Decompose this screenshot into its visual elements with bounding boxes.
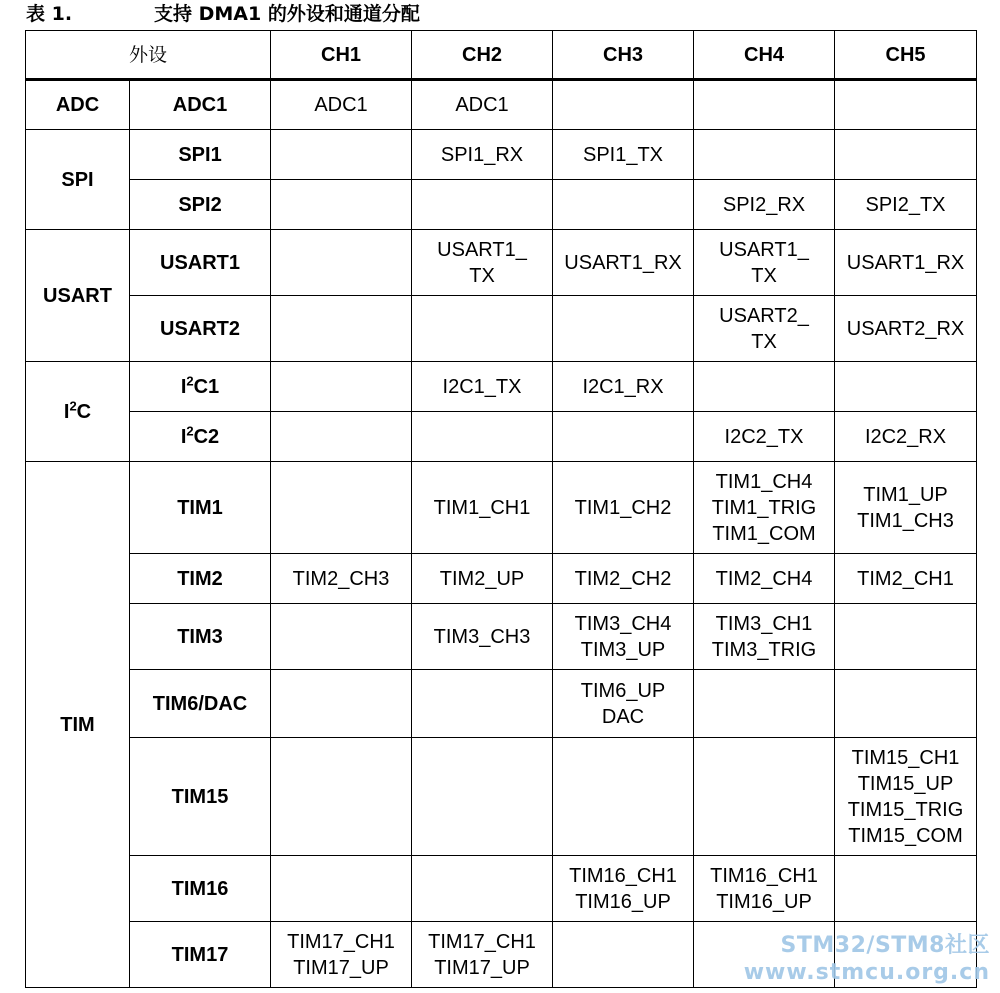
channel-assignment: TIM16_CH1 <box>569 864 677 887</box>
watermark-line1: STM32/STM8社区 <box>780 933 990 958</box>
channel-cell-ch5 <box>835 604 977 670</box>
channel-cell-ch1 <box>271 554 412 604</box>
channel-cell-ch3 <box>553 922 694 988</box>
channel-assignment: USART1_ <box>719 238 809 261</box>
channel-cell-ch3 <box>553 856 694 922</box>
channel-cell-ch5 <box>835 554 977 604</box>
channel-cell-ch5 <box>835 80 977 130</box>
channel-cell-ch3 <box>553 462 694 554</box>
channel-assignment: ADC1 <box>455 94 509 116</box>
table-row <box>26 296 977 362</box>
channel-assignment: TIM2_CH1 <box>857 567 954 590</box>
channel-cell-ch2 <box>412 670 553 738</box>
table-number: 表 1. <box>26 3 73 25</box>
channel-cell-ch5 <box>835 180 977 230</box>
channel-cell-ch1 <box>271 130 412 180</box>
channel-assignment: SPI1_RX <box>440 143 524 166</box>
channel-cell-ch2 <box>412 856 553 922</box>
table-row <box>26 604 977 670</box>
channel-assignment: SPI2_RX <box>722 193 806 216</box>
channel-cell-ch1 <box>271 462 412 554</box>
channel-assignment: USART1_RX <box>846 251 965 274</box>
channel-cell-ch3 <box>553 412 694 462</box>
channel-cell-ch3 <box>553 130 694 180</box>
group-cell: SPI <box>26 130 130 230</box>
channel-cell-ch2 <box>412 80 553 130</box>
channel-assignment: TIM17_CH1 <box>287 930 395 953</box>
channel-cell-ch2 <box>412 412 553 462</box>
channel-assignment: TIM2_CH4 <box>715 567 813 590</box>
channel-assignment: USART1_RX <box>564 251 682 274</box>
channel-cell-ch2 <box>412 180 553 230</box>
channel-assignment: TIM3_CH4 <box>574 612 672 635</box>
channel-assignment: TIM1_CH1 <box>433 496 531 519</box>
channel-cell-ch4 <box>694 180 835 230</box>
channel-cell-ch5 <box>835 738 977 856</box>
table-caption <box>26 2 420 26</box>
channel-assignment: TIM17_CH1 <box>428 930 536 953</box>
table-row <box>26 554 977 604</box>
table-body <box>26 80 977 988</box>
peripheral-cell: SPI1 <box>130 130 271 180</box>
channel-cell-ch4 <box>694 462 835 554</box>
channel-cell-ch5 <box>835 670 977 738</box>
group-cell: ADC <box>26 80 130 130</box>
peripheral-cell: SPI2 <box>130 180 271 230</box>
channel-cell-ch5 <box>835 296 977 362</box>
watermark-line2: www.stmcu.org.cn <box>743 960 990 985</box>
channel-cell-ch3 <box>553 604 694 670</box>
peripheral-cell: TIM15 <box>130 738 271 856</box>
channel-cell-ch5 <box>835 412 977 462</box>
header-ch2: CH2 <box>412 31 553 80</box>
channel-cell-ch3 <box>553 738 694 856</box>
channel-cell-ch1 <box>271 362 412 412</box>
peripheral-cell: TIM16 <box>130 856 271 922</box>
channel-cell-ch3 <box>553 554 694 604</box>
peripheral-cell: USART1 <box>130 230 271 296</box>
channel-cell-ch4 <box>694 296 835 362</box>
channel-assignment: I2C2_TX <box>724 425 804 448</box>
channel-cell-ch2 <box>412 462 553 554</box>
table-row <box>26 130 977 180</box>
channel-cell-ch5 <box>835 230 977 296</box>
channel-assignment: DAC <box>601 705 645 728</box>
channel-cell-ch1 <box>271 412 412 462</box>
peripheral-cell: TIM17 <box>130 922 271 988</box>
group-cell: USART <box>26 230 130 362</box>
header-ch5: CH5 <box>835 31 977 80</box>
channel-cell-ch1 <box>271 670 412 738</box>
channel-cell-ch2 <box>412 604 553 670</box>
header-peripheral: 外设 <box>26 31 271 80</box>
channel-cell-ch3 <box>553 180 694 230</box>
channel-cell-ch1 <box>271 296 412 362</box>
peripheral-cell: ADC1 <box>130 80 271 130</box>
channel-assignment: TIM1_CH4 <box>715 470 813 493</box>
channel-cell-ch1 <box>271 738 412 856</box>
channel-assignment: SPI2_TX <box>865 193 946 216</box>
channel-assignment: USART1_ <box>437 238 527 261</box>
channel-cell-ch5 <box>835 130 977 180</box>
channel-cell-ch4 <box>694 80 835 130</box>
channel-cell-ch4 <box>694 230 835 296</box>
channel-cell-ch4 <box>694 130 835 180</box>
table-row <box>26 670 977 738</box>
channel-assignment: TIM3_UP <box>580 638 666 661</box>
channel-assignment: I2C1_RX <box>582 375 664 398</box>
channel-cell-ch1 <box>271 80 412 130</box>
peripheral-cell: $I^2C2$ <box>130 412 271 462</box>
channel-cell-ch3 <box>553 670 694 738</box>
header-ch3: CH3 <box>553 31 694 80</box>
channel-assignment: TIM1_TRIG <box>711 496 817 519</box>
group-cell: TIM <box>26 462 130 988</box>
channel-cell-ch3 <box>553 362 694 412</box>
channel-cell-ch2 <box>412 296 553 362</box>
channel-cell-ch4 <box>694 604 835 670</box>
peripheral-cell: USART2 <box>130 296 271 362</box>
channel-assignment: TIM1_CH2 <box>574 496 672 519</box>
table-row <box>26 856 977 922</box>
channel-cell-ch5 <box>835 856 977 922</box>
channel-cell-ch2 <box>412 554 553 604</box>
header-ch1: CH1 <box>271 31 412 80</box>
channel-cell-ch1 <box>271 604 412 670</box>
peripheral-cell: $I^2C1$ <box>130 362 271 412</box>
channel-assignment: TIM15_TRIG <box>847 798 964 821</box>
group-cell: $I^2C$ <box>26 362 130 462</box>
channel-cell-ch4 <box>694 554 835 604</box>
channel-assignment: USART2_RX <box>846 317 965 340</box>
channel-assignment: TX <box>469 264 495 287</box>
table-row <box>26 738 977 856</box>
channel-assignment: TIM16_CH1 <box>710 864 818 887</box>
peripheral-cell: TIM1 <box>130 462 271 554</box>
table-row <box>26 362 977 412</box>
table-row <box>26 230 977 296</box>
table-row <box>26 462 977 554</box>
channel-assignment: TIM17_UP <box>434 956 530 979</box>
header-row <box>26 31 977 80</box>
channel-cell-ch2 <box>412 362 553 412</box>
channel-assignment: TIM15_CH1 <box>851 746 960 769</box>
channel-assignment: I2C1_TX <box>442 375 522 398</box>
channel-assignment: TIM1_COM <box>712 522 816 545</box>
channel-assignment: TIM16_UP <box>575 890 671 913</box>
channel-cell-ch4 <box>694 412 835 462</box>
peripheral-cell: TIM6/DAC <box>130 670 271 738</box>
channel-assignment: TIM2_UP <box>439 567 525 590</box>
channel-cell-ch3 <box>553 80 694 130</box>
channel-assignment: I2C2_RX <box>864 425 947 448</box>
channel-assignment: TIM3_TRIG <box>711 638 817 661</box>
channel-assignment: TIM16_UP <box>716 890 812 913</box>
channel-assignment: TIM15_COM <box>848 824 963 847</box>
channel-assignment: TIM1_UP <box>863 483 948 506</box>
channel-cell-ch2 <box>412 922 553 988</box>
channel-cell-ch3 <box>553 296 694 362</box>
channel-assignment: TIM3_CH1 <box>715 612 813 635</box>
channel-assignment: SPI1_TX <box>582 143 664 166</box>
channel-assignment: TIM17_UP <box>293 956 389 979</box>
channel-cell-ch3 <box>553 230 694 296</box>
channel-cell-ch1 <box>271 856 412 922</box>
channel-assignment: TIM2_CH2 <box>574 567 672 590</box>
table-row <box>26 180 977 230</box>
channel-cell-ch4 <box>694 856 835 922</box>
channel-cell-ch4 <box>694 738 835 856</box>
channel-cell-ch5 <box>835 362 977 412</box>
channel-cell-ch2 <box>412 230 553 296</box>
channel-cell-ch2 <box>412 130 553 180</box>
peripheral-cell: TIM2 <box>130 554 271 604</box>
table-title: 支持 DMA1 的外设和通道分配 <box>154 3 420 25</box>
table-row <box>26 412 977 462</box>
channel-assignment: TIM3_CH3 <box>433 625 531 648</box>
channel-assignment: TIM15_UP <box>857 772 954 795</box>
table-row <box>26 80 977 130</box>
channel-cell-ch2 <box>412 738 553 856</box>
channel-assignment: TX <box>751 330 777 353</box>
channel-assignment: TX <box>751 264 777 287</box>
channel-assignment: USART2_ <box>719 304 809 327</box>
channel-assignment: TIM2_CH3 <box>292 567 390 590</box>
dma1-channel-table <box>25 30 977 988</box>
header-ch4: CH4 <box>694 31 835 80</box>
channel-assignment: ADC1 <box>314 94 368 116</box>
channel-cell-ch4 <box>694 362 835 412</box>
channel-cell-ch1 <box>271 922 412 988</box>
watermark <box>744 932 990 986</box>
channel-cell-ch4 <box>694 670 835 738</box>
channel-cell-ch1 <box>271 230 412 296</box>
channel-assignment: TIM1_CH3 <box>857 509 954 532</box>
channel-cell-ch1 <box>271 180 412 230</box>
peripheral-cell: TIM3 <box>130 604 271 670</box>
channel-cell-ch5 <box>835 462 977 554</box>
channel-assignment: TIM6_UP <box>580 679 666 702</box>
